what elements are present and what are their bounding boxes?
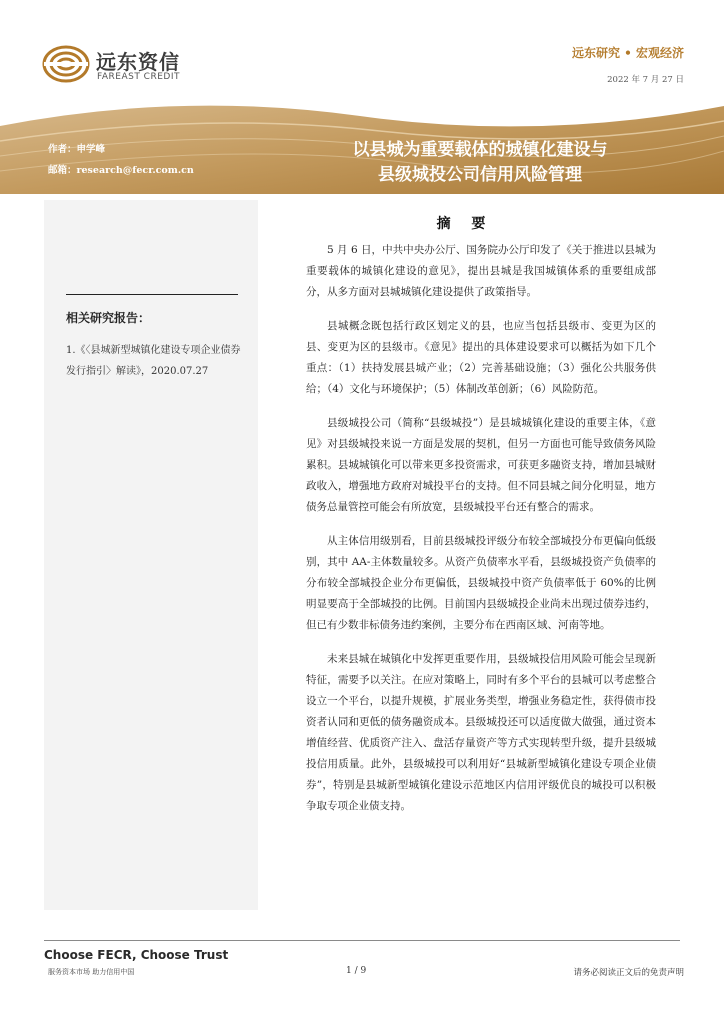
footer-slogan: Choose FECR, Choose Trust xyxy=(44,948,229,962)
brand-name-cn: 远东资信 xyxy=(96,50,180,74)
brand-name-en: FAREAST CREDIT xyxy=(97,72,180,82)
page-number: 1 / 9 xyxy=(346,966,367,976)
abstract-paragraph: 未来县城在城镇化中发挥更重要作用，县级城投信用风险可能会呈现新特征，需要予以关注。在应对策略上，同时有多个平台的县城可以考虑整合设立一个平台，以提升规模，扩展业务类型，增强业务稳定性，获得债市投资者认同和更低的债务融资成本。县级城投还可以适度做大做强，通过资本增值经营、优质资产注入、盘活存量资产等方式实现转型升级，提升县级城投信用质量。此外，县级城投可以利用好“县城新型城镇化建设专项企业债券”，特别是县城新型城镇化建设示范地区内信用评级优良的城投可以积极争取专项企业债支持。 xyxy=(306,653,656,812)
fareast-credit-logo-icon xyxy=(42,45,90,83)
report-title-line1: 以县城为重要载体的城镇化建设与 xyxy=(352,140,608,160)
report-date: 2022 年 7 月 27 日 xyxy=(607,75,684,85)
disclaimer-note: 请务必阅读正文后的免责声明 xyxy=(573,968,684,978)
report-series: 远东研究 • 宏观经济 xyxy=(571,46,684,60)
related-divider xyxy=(66,294,238,295)
abstract-paragraph: 从主体信用级别看，目前县级城投评级分布较全部城投分布更偏向低级别，其中 AA-主体数量较多。从资产负债率水平看，县级城投资产负债率的分布较全部城投企业分布更偏低，县级城投中资产负债率低于 60%的比例明显要高于全部城投的比例。目前国内县级城投企业尚未出现过债券违约，但已有少数非标债务违约案例，主要分布在西南区域、河南等地。 xyxy=(306,535,656,631)
related-report-item: 1.《〈县城新型城镇化建设专项企业债券发行指引〉解读》，2020.07.27 xyxy=(66,345,241,377)
author-email: 邮箱：research@fecr.com.cn xyxy=(48,165,194,176)
abstract-paragraph: 县级城投公司（简称“县级城投”）是县城城镇化建设的重要主体，《意见》对县级城投来说一方面是发展的契机，但另一方面也可能导致债务风险累积。县城城镇化可以带来更多投资需求，可获更多融资支持，增加县城财政收入，增强地方政府对城投平台的支持。但不同县城之间分化明显，地方债务总量管控可能会有所放宽，县级城投平台还有整合的需求。 xyxy=(306,417,656,513)
report-title xyxy=(280,138,680,188)
footer-subslogan: 服务资本市场 助力信用中国 xyxy=(48,968,135,976)
abstract-paragraph: 县城概念既包括行政区划定义的县，也应当包括县级市、变更为区的县、变更为区的县级市。《意见》提出的具体建设要求可以概括为如下几个重点：（1）扶持发展县城产业；（2）完善基础设施；（3）强化公共服务供给；（4）文化与环境保护；（5）体制改革创新；（6）风险防范。 xyxy=(306,320,656,395)
author-name: 作者：申学峰 xyxy=(48,144,106,155)
abstract-body xyxy=(306,240,656,830)
sidebar-panel xyxy=(44,200,258,910)
report-title-line2: 县级城投公司信用风险管理 xyxy=(378,165,582,185)
abstract-paragraph: 5 月 6 日，中共中央办公厅、国务院办公厅印发了《关于推进以县城为重要载体的城镇化建设的意见》，提出县城是我国城镇体系的重要组成部分，从多方面对县城城镇化建设提供了政策指导。 xyxy=(306,244,656,298)
abstract-heading: 摘 要 xyxy=(436,216,494,232)
related-reports-heading: 相关研究报告： xyxy=(66,311,151,325)
footer-divider xyxy=(44,940,680,941)
author-info xyxy=(48,139,194,181)
